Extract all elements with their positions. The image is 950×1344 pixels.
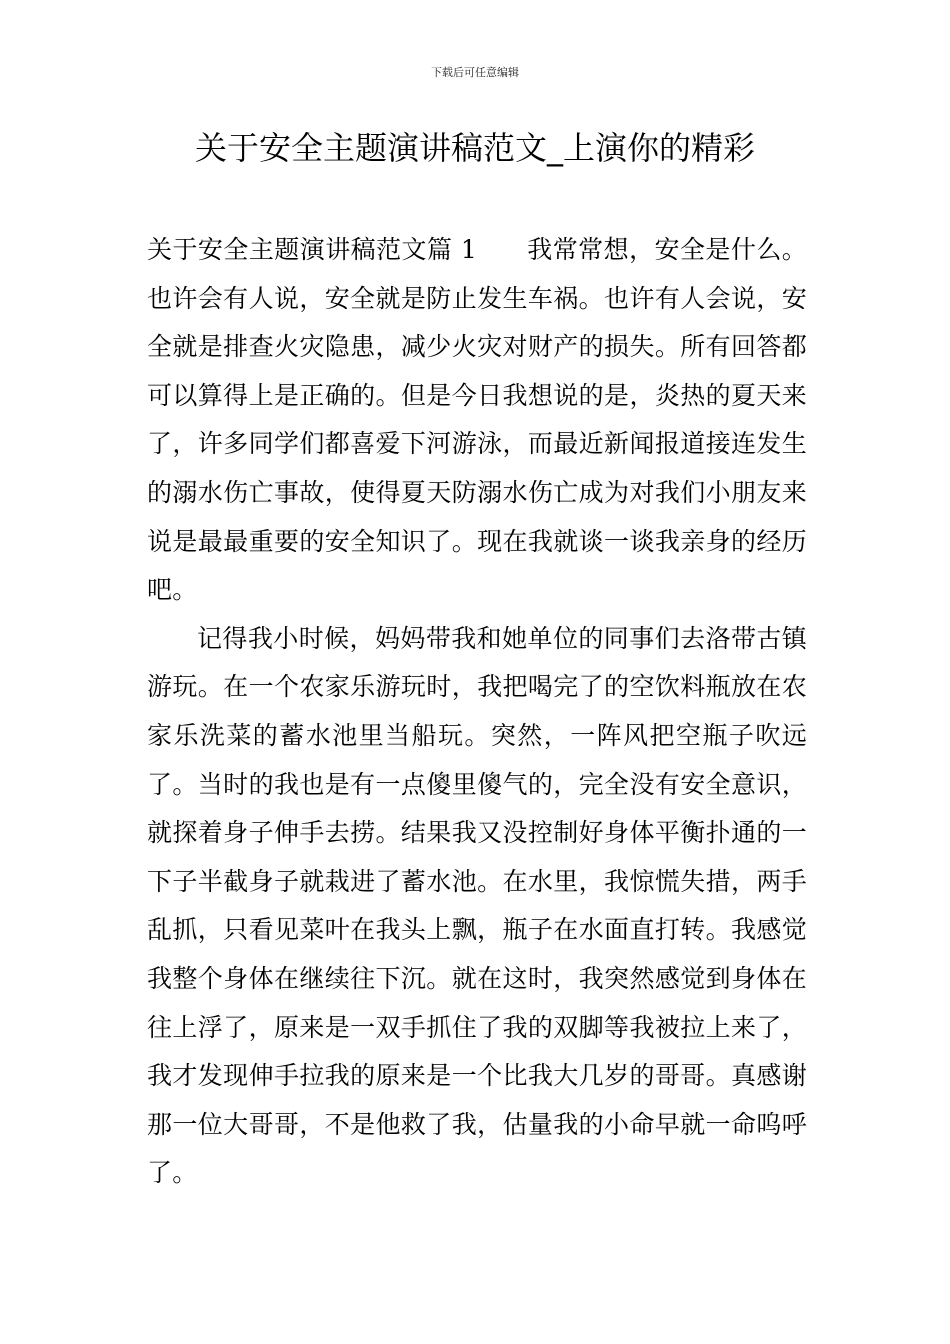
paragraph-1-text: 我常常想，安全是什么。也许会有人说，安全就是防止发生车祸。也许有人会说，安全就是排查火灾隐患，减少火灾对财产的损失。所有回答都可以算得上是正确的。但是今日我想说的是，炎热的夏天来了，许多同学们都喜爱下河游泳，而最近新闻报道接连发生的溺水伤亡事故，使得夏天防溺水伤亡成为对我们小朋友来说是最最重要的安全知识了。现在我就谈一谈我亲身的经历吧。	[147, 235, 807, 605]
paragraph-2: 记得我小时候，妈妈带我和她单位的同事们去洛带古镇游玩。在一个农家乐游玩时，我把喝完了的空饮料瓶放在农家乐洗菜的蓄水池里当船玩。突然，一阵风把空瓶子吹远了。当时的我也是有一点傻里傻气的，完全没有安全意识，就探着身子伸手去捞。结果我又没控制好身体平衡扑通的一下子半截身子就栽进了蓄水池。在水里，我惊慌失措，两手乱抓，只看见菜叶在我头上飘，瓶子在水面直打转。我感觉我整个身体在继续往下沉。就在这时，我突然感觉到身体在往上浮了，原来是一双手抓住了我的双脚等我被拉上来了，我才发现伸手拉我的原来是一个比我大几岁的哥哥。真感谢那一位大哥哥，不是他救了我，估量我的小命早就一命呜呼了。	[147, 623, 807, 1188]
document-title: 关于安全主题演讲稿范文_上演你的精彩	[194, 129, 755, 167]
paragraph-1	[147, 226, 807, 615]
document-body	[147, 226, 807, 1198]
header-note: 下载后可任意编辑	[431, 66, 519, 79]
section-label: 关于安全主题演讲稿范文篇 1	[147, 235, 477, 264]
